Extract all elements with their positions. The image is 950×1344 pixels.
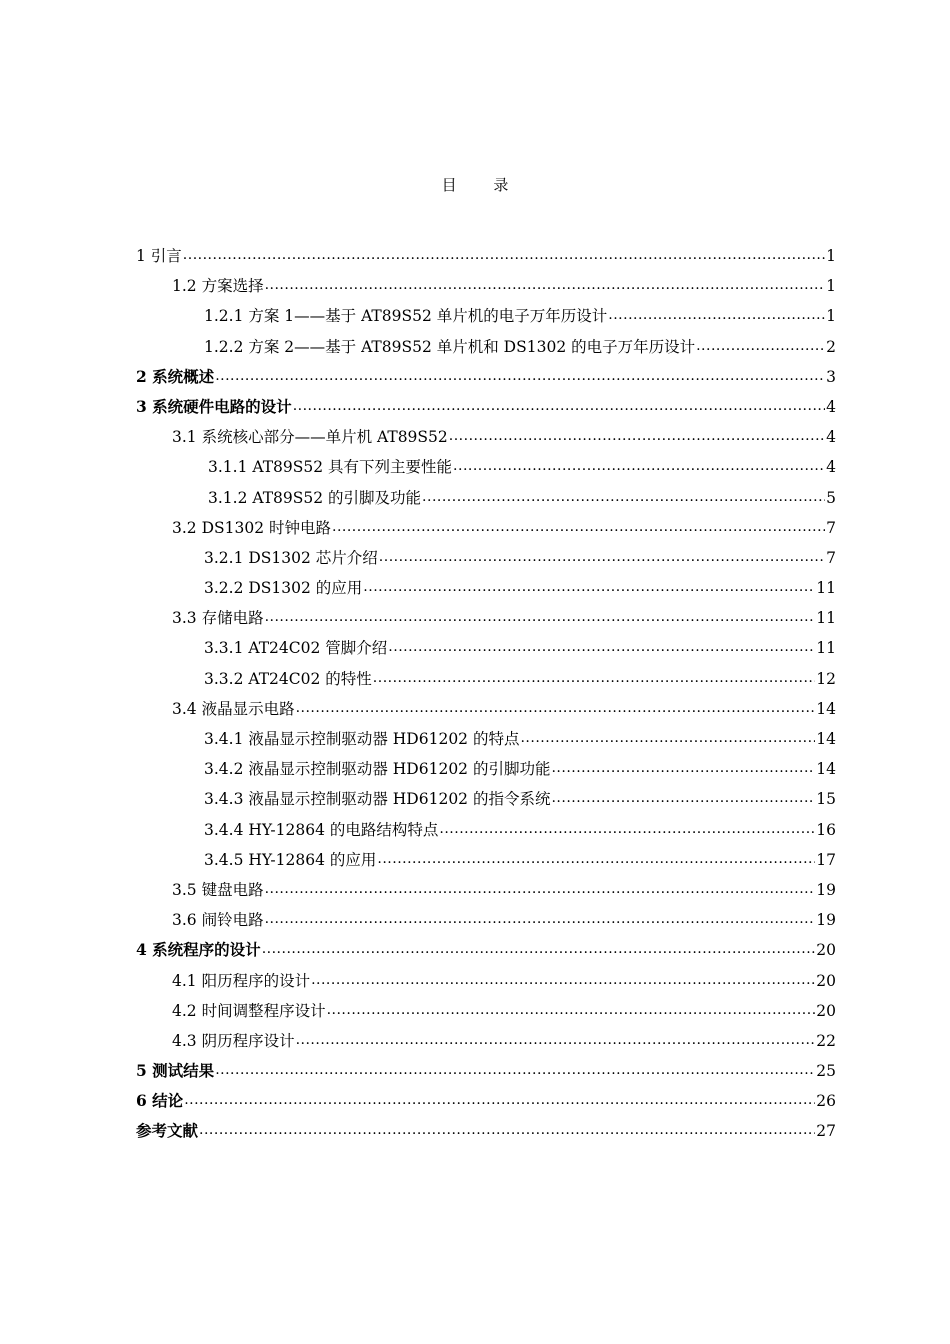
toc-entry[interactable]: [136, 727, 836, 757]
toc-entry[interactable]: [136, 1029, 836, 1059]
toc-dot-leader: [215, 366, 825, 382]
toc-dot-leader: [551, 759, 815, 775]
toc-entry-title: 3.1.2 AT89S52 的引脚及功能: [208, 488, 422, 507]
toc-entry-title: 1 引言: [136, 247, 182, 265]
toc-entry[interactable]: [136, 304, 836, 334]
toc-entry-title: 3.5 键盘电路: [172, 880, 264, 899]
toc-dot-leader: [608, 306, 825, 322]
toc-entry-title: 3.6 闹铃电路: [172, 911, 264, 930]
toc-entry-page-number: 20: [816, 1001, 836, 1020]
toc-dot-leader: [332, 517, 825, 533]
toc-entry-page-number: 16: [816, 820, 836, 839]
toc-entry[interactable]: [136, 787, 836, 817]
toc-dot-leader: [363, 578, 815, 594]
toc-entry-title: 5 测试结果: [136, 1061, 215, 1081]
toc-dot-leader: [377, 849, 815, 865]
toc-entry[interactable]: [136, 244, 836, 274]
toc-dot-leader: [215, 1061, 815, 1077]
toc-entry-title: 3 系统硬件电路的设计: [136, 396, 292, 416]
toc-dot-leader: [293, 396, 825, 412]
toc-entry-page-number: 20: [816, 971, 836, 990]
toc-entry[interactable]: [136, 365, 836, 395]
toc-entry[interactable]: [136, 576, 836, 606]
toc-entry-title: 4.3 阴历程序设计: [172, 1031, 295, 1050]
toc-entry-title: 3.4.5 HY-12864 的应用: [204, 850, 377, 869]
toc-entry-title: 3.4.1 液晶显示控制驱动器 HD61202 的特点: [204, 730, 520, 748]
toc-entry-page-number: 19: [816, 880, 836, 899]
toc-entry-page-number: 1: [826, 247, 836, 265]
toc-entry[interactable]: [136, 969, 836, 999]
toc-entry[interactable]: [136, 999, 836, 1029]
toc-entry-page-number: 12: [816, 669, 836, 688]
toc-entry[interactable]: [136, 274, 836, 304]
toc-dot-leader: [296, 698, 816, 714]
toc-dot-leader: [265, 608, 816, 624]
toc-entry[interactable]: [136, 425, 836, 455]
table-of-contents: [136, 244, 836, 1150]
toc-dot-leader: [453, 457, 825, 473]
toc-entry-title: 3.4.4 HY-12864 的电路结构特点: [204, 820, 439, 839]
toc-entry[interactable]: [136, 335, 836, 365]
toc-dot-leader: [388, 638, 815, 654]
toc-dot-leader: [379, 547, 825, 563]
toc-entry[interactable]: [136, 486, 836, 516]
toc-entry[interactable]: [136, 908, 836, 938]
toc-entry-page-number: 25: [816, 1062, 836, 1081]
toc-entry-title: 1.2 方案选择: [172, 277, 264, 296]
toc-dot-leader: [373, 668, 815, 684]
toc-entry[interactable]: [136, 636, 836, 666]
toc-entry-title: 2 系统概述: [136, 366, 215, 386]
toc-entry-page-number: 5: [826, 488, 836, 507]
toc-entry[interactable]: [136, 516, 836, 546]
toc-entry-page-number: 1: [826, 307, 836, 326]
toc-entry[interactable]: [136, 395, 836, 425]
toc-entry-page-number: 7: [826, 518, 836, 537]
toc-dot-leader: [265, 276, 826, 292]
toc-entry-page-number: 4: [826, 458, 836, 477]
toc-dot-leader: [449, 427, 825, 443]
toc-entry[interactable]: [136, 455, 836, 485]
toc-entry[interactable]: [136, 1059, 836, 1089]
toc-entry-page-number: 1: [826, 277, 836, 296]
toc-entry-page-number: 3: [826, 367, 836, 386]
toc-entry-page-number: 22: [816, 1031, 836, 1050]
toc-entry-page-number: 14: [816, 760, 836, 779]
toc-entry-title: 3.4.2 液晶显示控制驱动器 HD61202 的引脚功能: [204, 760, 551, 779]
toc-dot-leader: [422, 487, 825, 503]
toc-entry-title: 4.2 时间调整程序设计: [172, 1001, 326, 1020]
toc-entry[interactable]: [136, 878, 836, 908]
toc-entry-page-number: 4: [826, 428, 836, 447]
toc-entry[interactable]: [136, 667, 836, 697]
toc-entry[interactable]: [136, 606, 836, 636]
toc-entry-title: 3.4.3 液晶显示控制驱动器 HD61202 的指令系统: [204, 790, 551, 809]
toc-dot-leader: [262, 940, 816, 956]
toc-entry-page-number: 4: [826, 397, 836, 416]
toc-dot-leader: [520, 729, 815, 745]
toc-entry-title: 3.1 系统核心部分——单片机 AT89S52: [172, 428, 448, 447]
toc-entry-title: 参考文献: [136, 1121, 199, 1141]
toc-entry-title: 3.4 液晶显示电路: [172, 699, 295, 718]
toc-dot-leader: [183, 246, 825, 262]
toc-entry-title: 3.2.2 DS1302 的应用: [204, 579, 363, 598]
toc-entry-page-number: 17: [816, 850, 836, 869]
toc-entry-title: 3.3 存储电路: [172, 609, 264, 628]
toc-dot-leader: [327, 1000, 816, 1016]
toc-entry-page-number: 11: [816, 639, 836, 658]
toc-dot-leader: [696, 336, 825, 352]
toc-entry-title: 3.1.1 AT89S52 具有下列主要性能: [208, 458, 453, 477]
toc-dot-leader: [296, 1030, 816, 1046]
toc-entry-page-number: 14: [816, 699, 836, 718]
toc-entry-page-number: 11: [816, 579, 836, 598]
toc-entry-title: 4 系统程序的设计: [136, 940, 261, 960]
toc-entry-title: 3.2.1 DS1302 芯片介绍: [204, 548, 378, 567]
toc-entry-title: 1.2.2 方案 2——基于 AT89S52 单片机和 DS1302 的电子万年历设计: [204, 337, 696, 356]
toc-entry-title: 4.1 阳历程序的设计: [172, 971, 311, 990]
toc-title: 目 录: [441, 176, 525, 194]
toc-entry-page-number: 15: [816, 790, 836, 809]
toc-dot-leader: [265, 910, 816, 926]
toc-entry[interactable]: [136, 697, 836, 727]
toc-entry-page-number: 26: [816, 1092, 836, 1111]
toc-entry-title: 3.3.1 AT24C02 管脚介绍: [204, 639, 388, 658]
toc-entry-page-number: 2: [826, 337, 836, 356]
toc-dot-leader: [311, 970, 815, 986]
toc-entry[interactable]: [136, 848, 836, 878]
toc-entry-page-number: 19: [816, 911, 836, 930]
toc-entry-page-number: 20: [816, 941, 836, 960]
toc-entry[interactable]: [136, 818, 836, 848]
toc-entry[interactable]: [136, 938, 836, 968]
toc-entry[interactable]: [136, 757, 836, 787]
toc-entry-title: 3.3.2 AT24C02 的特性: [204, 669, 372, 688]
toc-entry-page-number: 7: [826, 548, 836, 567]
toc-entry-title: 3.2 DS1302 时钟电路: [172, 518, 331, 537]
toc-entry-title: 6 结论: [136, 1091, 184, 1111]
toc-entry-page-number: 11: [816, 609, 836, 628]
toc-entry-page-number: 14: [816, 730, 836, 748]
toc-dot-leader: [184, 1091, 815, 1107]
toc-entry[interactable]: [136, 1119, 836, 1149]
toc-dot-leader: [551, 789, 815, 805]
toc-entry-title: 1.2.1 方案 1——基于 AT89S52 单片机的电子万年历设计: [204, 307, 608, 326]
toc-dot-leader: [265, 879, 816, 895]
toc-entry[interactable]: [136, 546, 836, 576]
toc-dot-leader: [199, 1121, 815, 1137]
toc-entry-page-number: 27: [816, 1122, 836, 1141]
toc-dot-leader: [439, 819, 815, 835]
toc-entry[interactable]: [136, 1089, 836, 1119]
